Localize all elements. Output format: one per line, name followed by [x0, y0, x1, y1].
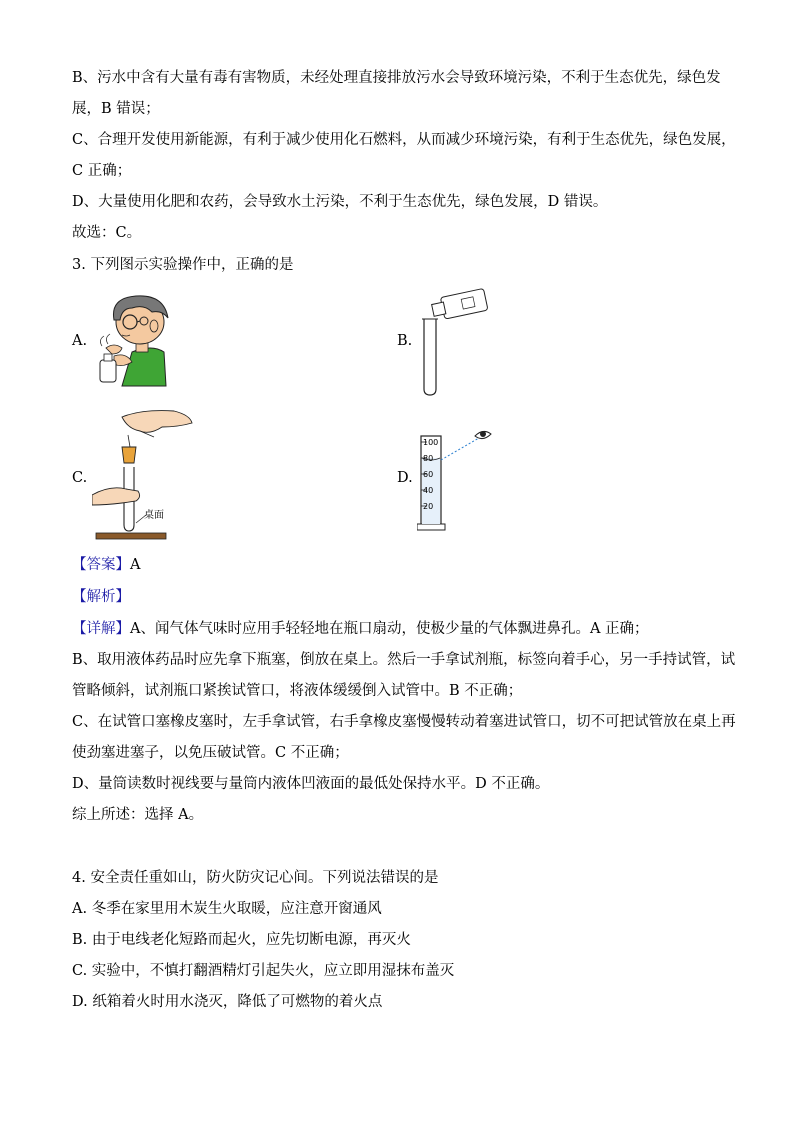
figure-c-table-label: 桌面	[144, 510, 164, 521]
figure-b-pouring-liquid	[418, 285, 493, 397]
detail-c-line1: C、在试管口塞橡皮塞时，左手拿试管，右手拿橡皮塞慢慢转动着塞进试管口，切不可把试管放在桌上再	[72, 714, 736, 730]
question-4-stem: 4. 安全责任重如山，防火防灾记心间。下列说法错误的是	[72, 870, 439, 886]
tick-label-40: 40	[423, 486, 434, 495]
detail-a-line	[72, 619, 649, 639]
choice-c-label: C.	[72, 470, 88, 486]
tick-label-20: 20	[423, 502, 434, 511]
answer-tag: 【答案】	[72, 557, 130, 573]
detail-d-line: D、量筒读数时视线要与量筒内液体凹液面的最低处保持水平。D 不正确。	[72, 776, 550, 792]
analysis-line	[72, 587, 130, 607]
tick-label-100: 100	[423, 438, 439, 447]
figure-a-smelling-gas	[92, 290, 202, 390]
figure-d-cylinder-reading	[417, 420, 502, 535]
explanation-c-line1: C、合理开发使用新能源，有利于减少使用化石燃料，从而减少环境污染，有利于生态优先，绿色发展，	[72, 132, 736, 148]
q4-option-d: D. 纸箱着火时用水浇灭，降低了可燃物的着火点	[72, 994, 383, 1010]
detail-c-line2: 使劲塞进塞子，以免压破试管。C 不正确；	[72, 745, 349, 761]
choice-b-label: B.	[397, 333, 413, 349]
detail-a-text: A、闻气体气味时应用手轻轻地在瓶口扇动，使极少量的气体飘进鼻孔。A 正确；	[130, 621, 649, 637]
detail-b-line2: 管略倾斜，试剂瓶口紧挨试管口，将液体缓缓倒入试管中。B 不正确；	[72, 683, 523, 699]
q4-option-c: C. 实验中，不慎打翻酒精灯引起失火，应立即用湿抹布盖灭	[72, 963, 455, 979]
detail-tag: 【详解】	[72, 621, 130, 637]
choice-d-label: D.	[397, 470, 413, 486]
detail-b-line1: B、取用液体药品时应先拿下瓶塞，倒放在桌上。然后一手拿试剂瓶，标签向着手心，另一手持试管，试	[72, 652, 736, 668]
answer-value: A	[130, 557, 141, 573]
explanation-b-line1: B、污水中含有大量有毒有害物质，未经处理直接排放污水会导致环境污染，不利于生态优先，绿色发	[72, 70, 721, 86]
tick-label-80: 80	[423, 454, 434, 463]
choice-a-label: A.	[72, 333, 88, 349]
analysis-tag: 【解析】	[72, 589, 130, 605]
answer-line	[72, 555, 140, 575]
explanation-d-line: D、大量使用化肥和农药，会导致水土污染，不利于生态优先，绿色发展，D 错误。	[72, 194, 608, 210]
previous-answer: 故选：C。	[72, 225, 142, 241]
eye-icon	[475, 431, 491, 439]
figure-c-inserting-stopper	[92, 405, 207, 547]
explanation-b-line2: 展，B 错误；	[72, 101, 160, 117]
explanation-c-line2: C 正确；	[72, 163, 132, 179]
tick-label-60: 60	[423, 470, 434, 479]
question-3-stem: 3. 下列图示实验操作中，正确的是	[72, 257, 294, 273]
summary-line: 综上所述：选择 A。	[72, 807, 204, 823]
q4-option-a: A. 冬季在家里用木炭生火取暖，应注意开窗通风	[72, 901, 382, 917]
q4-option-b: B. 由于电线老化短路而起火，应先切断电源，再灭火	[72, 932, 411, 948]
